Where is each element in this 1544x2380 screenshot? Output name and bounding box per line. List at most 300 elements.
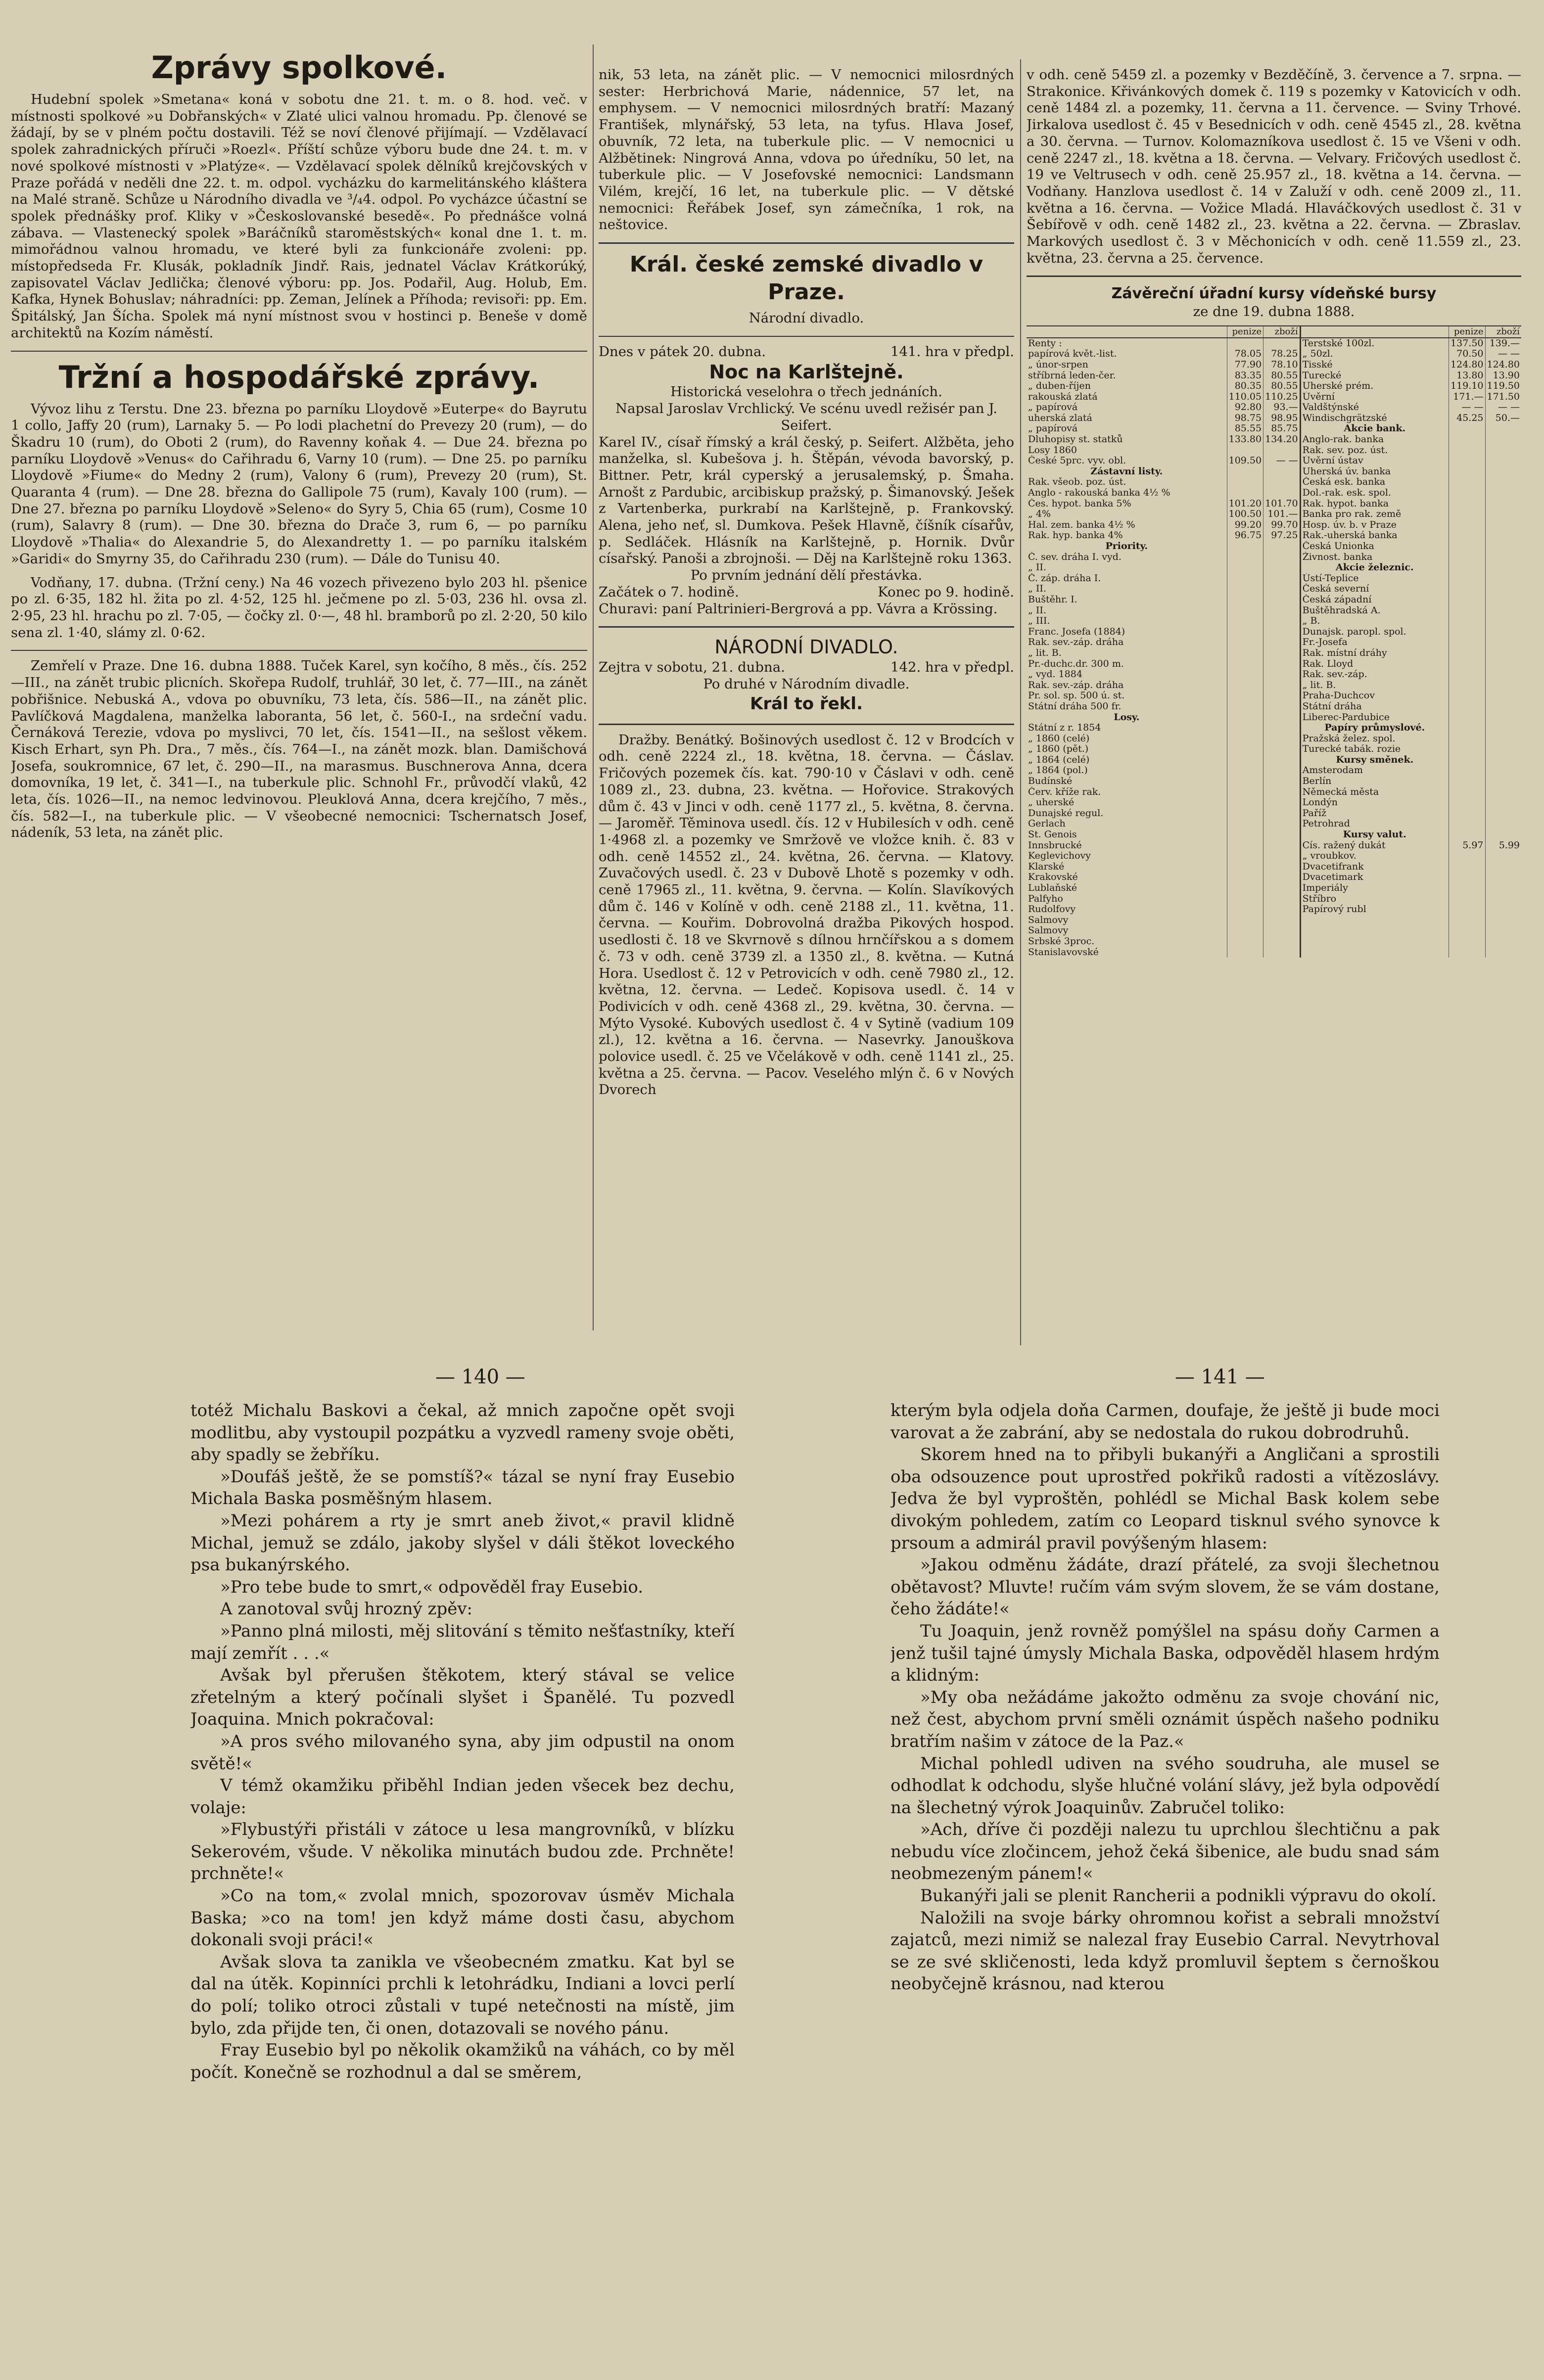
stock-money (1449, 552, 1485, 563)
stock-name: Česká esk. banka (1300, 477, 1449, 488)
novel-paragraph: »Jakou odměnu žádáte, drazí přátelé, za svoji šlechetnou obětavost? Mluvte! ručím vám svým slovem, že se vám dostane, čeho žádáte!« (890, 1555, 1440, 1619)
stock-money: 5.97 (1449, 840, 1485, 851)
stock-money (1227, 872, 1263, 883)
stock-name: Terstské 100zl. (1300, 338, 1449, 349)
stock-name: „ 1860 (pět.) (1028, 744, 1089, 755)
stock-name: Dluhopisy st. statků (1028, 434, 1123, 445)
stock-money (1449, 947, 1485, 958)
stock-money (1227, 862, 1263, 872)
stock-goods: — — (1485, 402, 1521, 413)
stock-name: Salmovy (1028, 925, 1069, 936)
column-rule (1020, 59, 1021, 1345)
divider (599, 336, 1014, 337)
stock-name: Rak. sev.-záp. (1300, 669, 1449, 680)
stock-goods: 99.70 (1263, 520, 1300, 531)
stock-name: rakouská zlatá (1028, 391, 1098, 402)
stock-goods (1263, 595, 1300, 605)
stock-name (1300, 915, 1449, 926)
stock-name: Valdštýnské (1300, 402, 1449, 413)
stock-money (1227, 616, 1263, 627)
stock-goods: 139.— (1485, 338, 1521, 349)
play-cast: Karel IV., císař římský a král český, p. Seifert. Alžběta, jeho manželka, sl. Kubešova j. h. Štěpán, vévoda bavorský, p. Bittner. Petr, král cyperský a jerusalemský, p. Šmaha. Arnošt z Pardubic, arcibiskup pražský, p. Šimanovský. Ješek z Vartenberka, purkrabí na Karlštejně, p. Frankovský. Alena, jeho neť, sl. Dumkova. Pešek Hlavně, číšník císařův, p. Sedláček. Hlásník na Karlštejně, p. Hornik. Dvůr císařský. Panoši a zbrojnoši. — Děj na Karlštejně roku 1363. (599, 434, 1014, 567)
stock-row (1027, 509, 1521, 520)
stock-name: Renty : (1028, 337, 1062, 349)
stock-name: „ uherské (1028, 797, 1075, 808)
novel-paragraph: totéž Michalu Baskovi a čekal, až mnich započne opět svoji modlitbu, aby vystoupil pozpátku a vyzvedl rameny svoje oběti, aby spadly se žebříku. (190, 1401, 735, 1465)
stock-col-header: zboží (1263, 326, 1300, 338)
stock-money: — — (1449, 402, 1485, 413)
stock-goods (1485, 872, 1521, 883)
stock-goods (1485, 541, 1521, 552)
stock-goods (1263, 840, 1300, 851)
stock-goods (1263, 712, 1300, 723)
stock-name: Kursy valut. (1300, 829, 1449, 840)
stock-goods (1263, 862, 1300, 872)
stock-money (1227, 690, 1263, 701)
divider (1027, 275, 1521, 277)
novel-paragraph: Fray Eusebio byl po několik okamžiků na váhách, co by měl počít. Konečně se rozhodnul a dal se směrem, (190, 2040, 735, 2082)
stock-name: Klarské (1028, 861, 1065, 872)
stock-money: 100.50 (1227, 509, 1263, 520)
stock-name: Č. sev. dráha I. vyd. (1028, 551, 1122, 562)
stock-name: Česká Unionka (1300, 541, 1449, 552)
stock-goods: 80.55 (1263, 381, 1300, 392)
stock-goods (1485, 776, 1521, 787)
stock-goods (1485, 733, 1521, 744)
stock-goods (1263, 936, 1300, 947)
stock-money (1227, 488, 1263, 499)
stock-name: Franc. Josefa (1884) (1028, 626, 1125, 637)
stock-name: Uherské prém. (1300, 381, 1449, 392)
stock-money (1449, 872, 1485, 883)
stock-row (1027, 637, 1521, 648)
stock-col-header-blank (1027, 326, 1227, 338)
stock-row (1027, 744, 1521, 755)
stock-money (1227, 883, 1263, 894)
stock-money (1227, 819, 1263, 829)
stock-name: Fr.-Josefa (1300, 637, 1449, 648)
stock-goods (1263, 883, 1300, 894)
stock-goods (1263, 445, 1300, 456)
stock-goods: 101.— (1263, 509, 1300, 520)
stock-goods (1485, 744, 1521, 755)
stock-money (1227, 776, 1263, 787)
stock-money (1227, 947, 1263, 958)
divider (599, 242, 1014, 244)
stock-goods (1485, 488, 1521, 499)
stock-money (1449, 723, 1485, 733)
stock-name: Česká západní (1300, 595, 1449, 605)
stock-goods (1485, 616, 1521, 627)
stock-money: 101.20 (1227, 499, 1263, 509)
stock-goods: 101.70 (1263, 499, 1300, 509)
stock-row (1027, 488, 1521, 499)
stock-money (1449, 755, 1485, 766)
stock-goods (1485, 520, 1521, 531)
stock-goods (1485, 466, 1521, 477)
stock-name: Losy 1860 (1028, 445, 1077, 456)
stock-goods: 171.50 (1485, 392, 1521, 403)
stock-money (1227, 573, 1263, 584)
stock-money (1227, 755, 1263, 766)
stock-row (1027, 819, 1521, 829)
stock-row (1027, 584, 1521, 595)
stock-money: 96.75 (1227, 530, 1263, 541)
stock-name: „ vyd. 1884 (1028, 669, 1082, 680)
stock-goods: 110.25 (1263, 392, 1300, 403)
stock-money (1449, 862, 1485, 872)
stock-money (1227, 904, 1263, 915)
stock-row (1027, 797, 1521, 808)
stock-name: „ duben-říjen (1028, 381, 1091, 392)
play-title: Noc na Karlštejně. (709, 361, 904, 383)
stock-name: „ vroubkov. (1300, 851, 1449, 862)
stock-name: Berlín (1300, 776, 1449, 787)
stock-goods (1485, 605, 1521, 616)
stock-row (1027, 872, 1521, 883)
stock-money (1227, 648, 1263, 659)
novel-paragraph: kterým byla odjela doňa Carmen, doufaje, že ještě ji bude moci varovat a že zabrání, aby se nedostala do rukou dobrodruhů. (890, 1401, 1440, 1443)
stock-goods (1485, 787, 1521, 798)
novel-paragraph: »Panno plná milosti, měj slitování s těmito nešťastníky, kteří mají zemřít . . .« (190, 1621, 735, 1663)
stock-row (1027, 733, 1521, 744)
stock-name: Turecké tabák. rozie (1300, 744, 1449, 755)
stock-goods (1263, 829, 1300, 840)
stock-name: Priority. (1105, 541, 1148, 552)
stock-money (1227, 765, 1263, 776)
stock-name: České 5prc. vyv. obl. (1028, 456, 1126, 466)
stock-row (1027, 936, 1521, 947)
stock-col-header: zboží (1485, 326, 1521, 338)
stock-name: „ II. (1028, 562, 1046, 573)
stock-row (1027, 915, 1521, 926)
heading-market-news: Tržní a hospodářské zprávy. (58, 359, 540, 395)
stock-goods: 5.99 (1485, 840, 1521, 851)
stock-money (1227, 797, 1263, 808)
stock-money: 109.50 (1227, 456, 1263, 466)
nd-number: 142. hra v předpl. (890, 659, 1014, 676)
novel-paragraph: »Doufáš ještě, že se pomstíš?« tázal se nyní fray Eusebio Michala Baska posměšným hlasem. (190, 1466, 735, 1509)
stock-row (1027, 413, 1521, 424)
stock-money (1227, 701, 1263, 712)
stock-table (1027, 325, 1521, 958)
stock-name: Uherská úv. banka (1300, 466, 1449, 477)
stock-name: Akcie bank. (1300, 423, 1449, 434)
theatre-heading: Král. české zemské divadlo v Praze. (629, 252, 983, 305)
stock-row (1027, 595, 1521, 605)
stock-money (1449, 669, 1485, 680)
stock-goods (1263, 637, 1300, 648)
stock-money: 77.90 (1227, 360, 1263, 370)
stock-goods (1263, 680, 1300, 691)
stock-money (1227, 808, 1263, 819)
stock-goods (1485, 659, 1521, 670)
stock-name: Buštěhr. I. (1028, 594, 1077, 605)
stock-money (1449, 925, 1485, 936)
stock-money (1227, 733, 1263, 744)
stock-name: Papíry průmyslové. (1300, 723, 1449, 733)
stock-money (1227, 595, 1263, 605)
stock-goods (1263, 744, 1300, 755)
stock-money: 133.80 (1227, 434, 1263, 445)
stock-money (1449, 595, 1485, 605)
stock-money (1449, 894, 1485, 905)
stock-money (1449, 627, 1485, 638)
stock-goods (1485, 883, 1521, 894)
stock-money (1227, 552, 1263, 563)
stock-money: 80.35 (1227, 381, 1263, 392)
column-top-middle (599, 67, 1014, 1343)
stock-row (1027, 466, 1521, 477)
stock-row (1027, 445, 1521, 456)
stock-row (1027, 787, 1521, 798)
stock-name: Paříž (1300, 808, 1449, 819)
stock-name: Anglo-rak. banka (1300, 434, 1449, 445)
national-theatre-heading: NÁRODNÍ DIVADLO. (714, 636, 898, 658)
stock-goods (1485, 819, 1521, 829)
stock-money (1449, 423, 1485, 434)
stock-goods (1485, 829, 1521, 840)
stock-money (1449, 883, 1485, 894)
stock-goods (1485, 925, 1521, 936)
stock-name: Čes. hypot. banka 5% (1028, 498, 1131, 509)
stock-money: 85.55 (1227, 423, 1263, 434)
stock-goods (1263, 723, 1300, 733)
stock-name: Hal. zem. banka 4½ % (1028, 519, 1135, 530)
stock-money (1227, 744, 1263, 755)
stock-goods (1485, 477, 1521, 488)
novel-paragraph: »Mezi pohárem a rty je smrt aneb život,« pravil klidně Michal, jemuž se zdálo, jakoby slyšel v dáli štěkot loveckého psa bukanýrského. (190, 1510, 735, 1575)
novel-paragraph: A zanotoval svůj hrozný zpěv: (220, 1599, 473, 1619)
nd-line: Po druhé v Národním divadle. (703, 676, 910, 692)
stock-name: „ papírová (1028, 402, 1078, 413)
stock-goods (1263, 797, 1300, 808)
stock-goods (1263, 616, 1300, 627)
stock-name: Liberec-Pardubice (1300, 712, 1449, 723)
stock-name: Rak. sev. poz. úst. (1300, 445, 1449, 456)
stock-row (1027, 360, 1521, 370)
stock-money (1227, 562, 1263, 573)
stock-money: 70.50 (1449, 349, 1485, 360)
stock-money (1227, 338, 1263, 349)
stock-money (1227, 605, 1263, 616)
novel-paragraph: Michal pohledl udiven na svého soudruha, ale musel se odhodlat k odchodu, slyše hlučné volání slávy, jež byla odpovědí na šlechetný výrok Joaquinův. Zabručel toliko: (890, 1753, 1440, 1818)
stock-name: Anglo - rakouská banka 4½ % (1028, 488, 1170, 499)
stock-goods: 93.— (1263, 402, 1300, 413)
stock-money (1449, 690, 1485, 701)
stock-goods (1485, 797, 1521, 808)
stock-name: „ 1864 (pol.) (1028, 765, 1088, 776)
stock-money: 78.05 (1227, 349, 1263, 360)
novel-paragraph: Bukanýři jali se plenit Rancherii a podnikli výpravu do okolí. (920, 1886, 1437, 1906)
stock-name: „ 50zl. (1300, 349, 1449, 360)
stock-money (1449, 456, 1485, 466)
stock-goods: 78.10 (1263, 360, 1300, 370)
stock-goods: — — (1263, 456, 1300, 466)
stock-goods (1485, 755, 1521, 766)
stock-goods (1485, 648, 1521, 659)
stock-money (1449, 648, 1485, 659)
stock-row (1027, 690, 1521, 701)
stock-money (1449, 701, 1485, 712)
market-text-export: Vývoz lihu z Terstu. Dne 23. března po parníku Lloydově »Euterpe« do Bayrutu 1 collo, Jaffy 20 (rum), Larnaky 5. — Po lodi plachetní do Prevezy 20 (rum), — do Škadru 10 (rum), do Oboti 2 (rum), do Ravenny koňak 4. — Due 24. března po parníku Lloydově »Venus« do Cařihradu 6, Varny 10 (rum). — Dne 25. po parníku Lloydově »Fiume« do Medny 2 (rum), Valony 6 (rum), Prevezy 20 (rum), St. Quaranta 4 (rum). — Dne 28. března do Gallipole 75 (rum), Kavaly 100 (rum). — Dne 27. března po parníku Lloydově »Seleno« do Syry 5, Chia 65 (rum), Cosme 10 (rum), Salavry 8 (rum). — Dne 30. března do Drače 3, rum 6, — po parníku Lloydově »Thalia« do Alexandrie 5, do Alexandretty 1. — po parníku italském »Garidi« do Smyrny 35, do Cařihradu 230 (rum). — Dále do Tunisu 40. (11, 401, 587, 567)
stock-goods (1263, 819, 1300, 829)
stock-name: St. Genois (1028, 829, 1077, 840)
stock-money (1227, 936, 1263, 947)
novel-paragraph: »My oba nežádáme jakožto odměnu za svoje chování nic, než čest, abychom první směli oznámit úspěch našeho podniku bratřím našim v zátoce de la Paz.« (890, 1687, 1440, 1751)
stock-row (1027, 616, 1521, 627)
stock-name: Gerlach (1028, 819, 1066, 829)
stock-name: Losy. (1114, 712, 1140, 723)
stock-name: Londýn (1300, 797, 1449, 808)
stock-money (1449, 605, 1485, 616)
stock-goods (1485, 530, 1521, 541)
stock-money (1227, 712, 1263, 723)
stock-name: Rak. sev.-záp. dráha (1028, 637, 1124, 648)
play-ill: Churavi: paní Paltrinieri-Bergrová a pp. Vávra a Krössing. (599, 600, 998, 617)
stock-name: „ lit. B. (1028, 647, 1062, 658)
stock-row (1027, 755, 1521, 766)
stock-row (1027, 765, 1521, 776)
divider (11, 650, 587, 651)
stock-money (1227, 669, 1263, 680)
stock-money (1449, 915, 1485, 926)
stock-goods (1485, 509, 1521, 520)
nd-play: Král to řekl. (749, 693, 863, 714)
divider (11, 351, 587, 352)
stock-name: Č. záp. dráha I. (1028, 573, 1101, 584)
stock-goods (1263, 477, 1300, 488)
stock-name: Německá města (1300, 787, 1449, 798)
stock-name: Dunajsk. paropl. spol. (1300, 627, 1449, 638)
novel-paragraph: Avšak byl přerušen štěkotem, který stával se velice zřetelným a který počínali slyšet i Španělé. Tu pozvedl Joaquina. Mnich pokračoval: (190, 1665, 735, 1730)
novel-paragraph: »Flybustýři přistáli v zátoce u lesa mangrovníků, v blízku Sekerovém, všude. V několika minutách budou zde. Prchněte! prchněte!« (190, 1820, 735, 1884)
stock-goods (1263, 733, 1300, 744)
stock-name: „ papírová (1028, 423, 1078, 434)
stock-date: ze dne 19. dubna 1888. (1193, 304, 1355, 320)
stock-goods (1263, 605, 1300, 616)
stock-row (1027, 338, 1521, 349)
divider (599, 626, 1014, 628)
column-rule (593, 45, 594, 1330)
stock-goods (1485, 552, 1521, 563)
stock-name: Amsterodam (1300, 765, 1449, 776)
stock-money: 124.80 (1449, 360, 1485, 370)
stock-money (1227, 659, 1263, 670)
auctions-text: Dražby. Benátký. Bošinových usedlost č. 12 v Brodcích v odh. ceně 2224 zl., 18. května, 18. června. — Čáslav. Fričových pozemek čís. kat. 790·10 v Čáslavi v odh. ceně 1089 zl., 23. dubna, 23. května. — Hořovice. Strakových dům č. 43 v Jinci v odh. ceně 1177 zl., 5. května, 8. června. — Jaroměř. Těminova usedl. čís. 12 v Hubilesích v odh. ceně 1·4968 zl. a pozemky ve Smržově ve vložce knih. č. 83 v odh. ceně 14552 zl., 24. května, 26. června. — Klatovy. Zuvačových usedl. č. 23 v Dubově Lhotě s pozemky v odh. ceně 17965 zl., 11. května, 9. června. — Kolín. Slavíkových dům č. 146 v Kolíně v odh. ceně 2188 zl., 11. května, 11. června. — Kouřim. Dobrovolná dražba Pikových hospod. usedlosti č. 18 ve Skvrnově s dílnou hrnčířskou a s domem č. 73 v odh. ceně 3739 zl. a 1350 zl., 8. května. — Kutná Hora. Usedlost č. 12 v Petrovicích v odh. ceně 7980 zl., 12. května, 12. června. — Ledeč. Kopisova usedl. č. 14 v Podivicích v odh. ceně 4368 zl., 29. května, 30. června. — Mýto Vysoké. Kubových usedlost č. 4 v Sytině (vadium 109 zl.), 12. května a 16. června. — Nasevrky. Janouškova polovice usedl. č. 25 ve Včelákově v odh. ceně 1141 zl., 25. května a 25. června. — Pacov. Veselého mlýn č. 6 v Nových Dvorech (599, 732, 1014, 1098)
stock-name: Dunajské regul. (1028, 808, 1104, 819)
stock-money (1449, 434, 1485, 445)
stock-row (1027, 402, 1521, 413)
stock-money (1227, 627, 1263, 638)
stock-name: Lublaňské (1028, 883, 1077, 894)
stock-goods (1263, 776, 1300, 787)
stock-goods (1485, 595, 1521, 605)
stock-name: Zástavní listy. (1090, 466, 1163, 477)
stock-money (1227, 584, 1263, 595)
stock-name: Rak. Lloyd (1300, 659, 1449, 670)
stock-row (1027, 648, 1521, 659)
stock-row (1027, 808, 1521, 819)
stock-name: Stříbro (1300, 894, 1449, 905)
stock-goods (1485, 423, 1521, 434)
stock-goods (1485, 562, 1521, 573)
novel-paragraph: »A pros svého milovaného syna, aby jim odpustil na onom světě!« (190, 1731, 735, 1774)
stock-name: Rak. všeob. poz. úst. (1028, 477, 1126, 488)
stock-goods: 98.95 (1263, 413, 1300, 424)
stock-goods (1485, 894, 1521, 905)
stock-money (1449, 808, 1485, 819)
novel-paragraph: Tu Joaquin, jenž rovněž pomýšlel na spásu doňy Carmen a jenž tušil tajné úmysly Michala Baska, odpověděl hlasem hrdým a klidným: (890, 1621, 1440, 1686)
stock-row (1027, 883, 1521, 894)
stock-name: Státní dráha 500 fr. (1028, 701, 1122, 712)
stock-name: „ 1864 (celé) (1028, 754, 1090, 765)
stock-money (1227, 840, 1263, 851)
stock-goods (1263, 904, 1300, 915)
stock-goods: 134.20 (1263, 434, 1300, 445)
stock-name: Rak. hypot. banka (1300, 499, 1449, 509)
stock-money (1449, 744, 1485, 755)
stock-money (1449, 520, 1485, 531)
deaths-continued: nik, 53 leta, na zánět plic. — V nemocnici milosrdných sester: Herbrichová Marie, nádennice, 57 let, na emphysem. — V nemocnici milosrdných bratří: Mazaný František, mlynářský, 53 leta, na tyfus. Hlava Josef, obuvník, 72 leta, na tuberkule plic. — V nemocnici u Alžbětinek: Ningrová Anna, vdova po úředníku, 50 let, na tuberkule plic. — V Josefovské nemocnici: Landsmann Vilém, krejčí, 16 let, na tuberkule plic. — V dětské nemocnici: Řeřábek Josef, syn zámečníka, 1 rok, na neštovice. (599, 67, 1014, 233)
stock-goods: 13.90 (1485, 370, 1521, 381)
stock-money (1449, 787, 1485, 798)
stock-money (1449, 509, 1485, 520)
stock-name: Rudolfovy (1028, 904, 1076, 915)
stock-money (1227, 466, 1263, 477)
stock-money (1227, 680, 1263, 691)
stock-name: „ 4% (1028, 509, 1051, 520)
stock-row (1027, 840, 1521, 851)
stock-goods (1485, 456, 1521, 466)
stock-money (1449, 445, 1485, 456)
stock-heading: Závěreční úřadní kursy vídeňské bursy (1111, 285, 1437, 303)
stock-row (1027, 669, 1521, 680)
stock-goods (1485, 808, 1521, 819)
stock-goods: 124.80 (1485, 360, 1521, 370)
stock-money (1227, 925, 1263, 936)
stock-money: 92.80 (1227, 402, 1263, 413)
stock-row (1027, 456, 1521, 466)
stock-money (1449, 499, 1485, 509)
stock-goods: 97.25 (1263, 530, 1300, 541)
stock-row (1027, 925, 1521, 936)
stock-money (1449, 573, 1485, 584)
stock-goods (1263, 573, 1300, 584)
stock-name: Imperiály (1300, 883, 1449, 894)
stock-goods (1485, 947, 1521, 958)
stock-name: Buštěhradská A. (1300, 605, 1449, 616)
stock-money (1449, 851, 1485, 862)
stock-row (1027, 434, 1521, 445)
stock-row (1027, 423, 1521, 434)
stock-money (1227, 894, 1263, 905)
nd-date: Zejtra v sobotu, 21. dubna. (599, 659, 785, 676)
play-end: Konec po 9. hodině. (878, 584, 1014, 600)
stock-money (1227, 541, 1263, 552)
stock-goods (1485, 499, 1521, 509)
market-text-vodnany: Vodňany, 17. dubna. (Tržní ceny.) Na 46 vozech přivezeno bylo 203 hl. pšenice po zl. 6·35, 182 hl. žita po zl. 4·52, 125 hl. ječmene po zl. 5·03, 236 hl. ovsa zl. 2·95, 23 hl. hrachu po zl. 7·05, — čočky zl. 0·—, 48 hl. bramborů po zl. 2·20, 50 kilo sena zl. 1·40, slámy zl. 0·62. (11, 574, 587, 641)
stock-money (1449, 776, 1485, 787)
stock-name: Salmovy (1028, 915, 1069, 925)
novel-paragraph: Skorem hned na to přibyli bukanýři a Angličani a sprostili oba odsouzence pout uprostřed pokřiků radosti a vítězoslávy. Jedva že byl vyproštěn, pohlédl se Michal Bask kolem sebe divokým pohledem, zatím co Leopard tisknul svého synovce k prsoum a admirál pravil povýšeným hlasem: (890, 1445, 1440, 1553)
stock-name: Akcie železnic. (1300, 562, 1449, 573)
stock-name: Ústí-Teplice (1300, 573, 1449, 584)
stock-money (1449, 765, 1485, 776)
stock-name: papírová květ.-list. (1028, 349, 1117, 360)
stock-goods (1263, 755, 1300, 766)
stock-goods (1263, 562, 1300, 573)
